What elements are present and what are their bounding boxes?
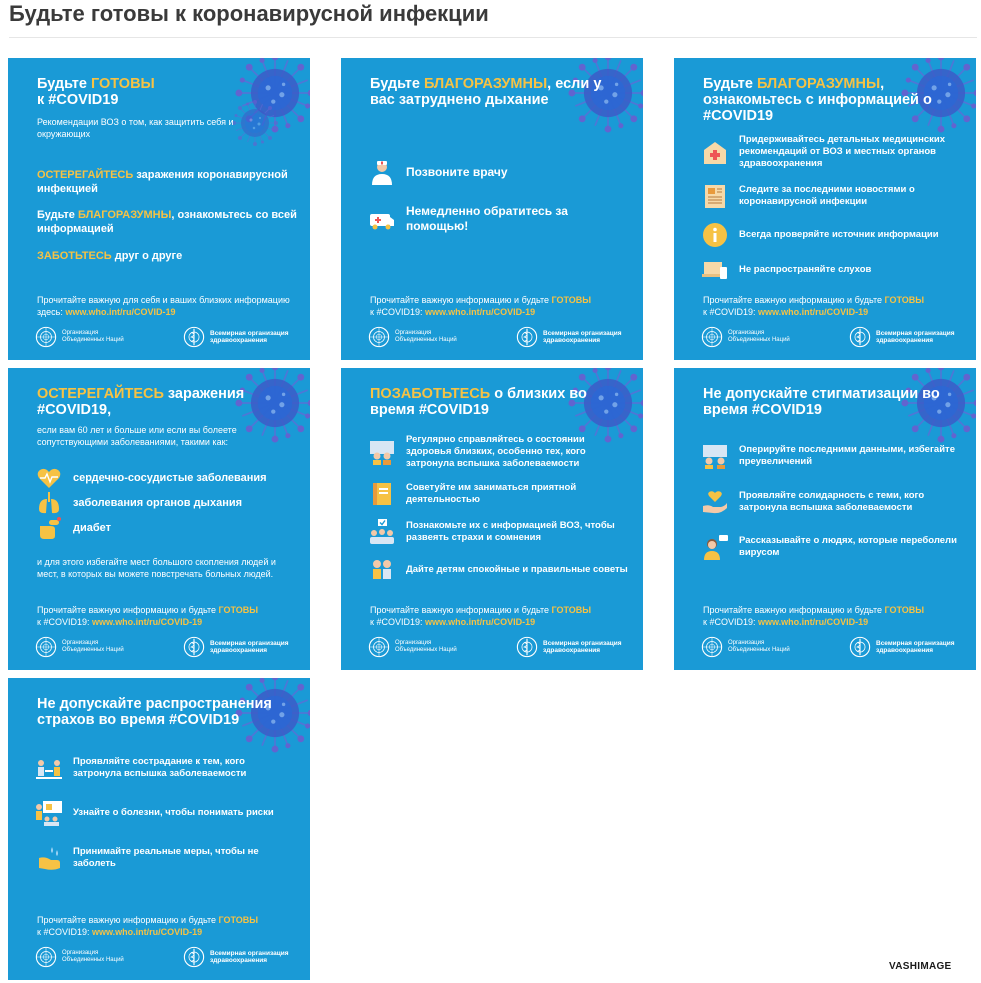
- lecture-icon: [35, 799, 63, 827]
- list-item: сердечно-сосудистые заболевания: [35, 464, 295, 492]
- card-note: и для этого избегайте мест большого скопления людей и мест, в которых вы можете повстречать больных людей.: [37, 557, 276, 579]
- card-point: ОСТЕРЕГАЙТЕСЬ заражения коронавирусной инфекцией: [37, 169, 288, 195]
- list-item: Регулярно справляйтесь о состоянии здоровья близких, особенно тех, кого затронула вспышка заболеваемости: [368, 434, 628, 470]
- list-item: диабет: [35, 514, 295, 542]
- card-title: Будьте БЛАГОРАЗУМНЫ, ознакомьтесь с информацией о #COVID19: [703, 76, 932, 124]
- handwash-icon: [35, 844, 63, 872]
- info-icon: [701, 221, 729, 249]
- who-link[interactable]: www.who.int/ru/COVID-19: [91, 927, 203, 937]
- who-logo: Всемирная организация здравоохранения: [516, 636, 621, 658]
- card-beware-risk-groups: [8, 368, 310, 670]
- who-link[interactable]: www.who.int/ru/COVID-19: [65, 307, 176, 317]
- card-footer: Прочитайте важную для себя и ваших близких информацию здесь: www.who.int/ru/COVID-19: [37, 295, 290, 317]
- card-title: Будьте БЛАГОРАЗУМНЫ, если у вас затруднено дыхание: [370, 76, 602, 108]
- who-emblem-icon: [516, 636, 538, 658]
- un-logo: Организация Объединенных Наций: [701, 636, 790, 658]
- card-no-stigma: [674, 368, 976, 670]
- list-item: Принимайте реальные меры, чтобы не заболеть: [35, 844, 295, 872]
- list-item: Немедленно обратитесь за помощью!: [368, 204, 628, 234]
- list-item: Рассказывайте о людях, которые переболели вирусом: [701, 533, 961, 561]
- logos: [35, 636, 295, 660]
- un-emblem-icon: [35, 636, 57, 658]
- card-be-sensible-breathing: [341, 58, 643, 360]
- card-title: ПОЗАБОТЬТЕСЬ о близких во время #COVID19: [370, 386, 587, 418]
- who-emblem-icon: [849, 326, 871, 348]
- who-link[interactable]: www.who.int/ru/COVID-19: [757, 617, 869, 627]
- card-footer: Прочитайте важную информацию и будьте ГОТОВЫ к #COVID19: www.who.int/ru/COVID-19: [37, 605, 259, 627]
- who-emblem-icon: [183, 326, 205, 348]
- who-logo: Всемирная организация здравоохранения: [183, 326, 288, 348]
- un-emblem-icon: [701, 326, 723, 348]
- family-icon: [368, 438, 396, 466]
- un-logo: Организация Объединенных Наций: [35, 326, 124, 348]
- un-emblem-icon: [701, 636, 723, 658]
- logos: [701, 326, 961, 350]
- card-footer: Прочитайте важную информацию и будьте ГОТОВЫ к #COVID19: www.who.int/ru/COVID-19: [370, 605, 592, 627]
- who-logo: Всемирная организация здравоохранения: [183, 946, 288, 968]
- list-item: Следите за последними новостями о коронавирусной инфекции: [701, 182, 961, 210]
- ambulance-icon: [368, 205, 396, 233]
- card-care-for-loved-ones: [341, 368, 643, 670]
- list-item: Дайте детям спокойные и правильные советы: [368, 556, 628, 584]
- list-item: Советуйте им заниматься приятной деятельностью: [368, 480, 628, 508]
- logos: [368, 326, 628, 350]
- card-no-fear-spread: [8, 678, 310, 980]
- list-item: Оперируйте последними данными, избегайте преувеличений: [701, 442, 961, 470]
- list-item: заболевания органов дыхания: [35, 489, 295, 517]
- list-item: Всегда проверяйте источник информации: [701, 221, 961, 249]
- logos: [35, 326, 295, 350]
- who-emblem-icon: [183, 636, 205, 658]
- who-logo: Всемирная организация здравоохранения: [849, 636, 954, 658]
- who-logo: Всемирная организация здравоохранения: [849, 326, 954, 348]
- list-item: Познакомьте их с информацией ВОЗ, чтобы развеять страхи и сомнения: [368, 518, 628, 546]
- newspaper-icon: [701, 182, 729, 210]
- who-logo: Всемирная организация здравоохранения: [516, 326, 621, 348]
- card-title: Не допускайте распространения страхов во время #COVID19: [37, 696, 272, 728]
- talk-icon: [35, 754, 63, 782]
- list-item: Не распространяйте слухов: [701, 256, 961, 284]
- who-link[interactable]: www.who.int/ru/COVID-19: [757, 307, 869, 317]
- card-be-sensible-info: [674, 58, 976, 360]
- un-logo: Организация Объединенных Наций: [35, 946, 124, 968]
- lungs-icon: [35, 489, 63, 517]
- un-emblem-icon: [368, 326, 390, 348]
- who-emblem-icon: [183, 946, 205, 968]
- un-emblem-icon: [35, 946, 57, 968]
- card-footer: Прочитайте важную информацию и будьте ГОТОВЫ к #COVID19: www.who.int/ru/COVID-19: [370, 295, 592, 317]
- logos: [368, 636, 628, 660]
- hospital-icon: [701, 138, 729, 166]
- who-link[interactable]: www.who.int/ru/COVID-19: [91, 617, 203, 627]
- children-icon: [368, 556, 396, 584]
- page-title: Будьте готовы к коронавирусной инфекции: [9, 1, 489, 26]
- devices-icon: [701, 256, 729, 284]
- people-check-icon: [368, 518, 396, 546]
- card-title: Будьте ГОТОВЫ к #COVID19: [37, 76, 155, 108]
- un-emblem-icon: [368, 636, 390, 658]
- un-logo: Организация Объединенных Наций: [35, 636, 124, 658]
- card-point: Будьте БЛАГОРАЗУМНЫ, ознакомьтесь со всей информацией: [37, 209, 297, 235]
- title-divider: [9, 37, 977, 38]
- card-footer: Прочитайте важную информацию и будьте ГОТОВЫ к #COVID19: www.who.int/ru/COVID-19: [37, 915, 259, 937]
- logos: [35, 946, 295, 970]
- un-logo: Организация Объединенных Наций: [368, 326, 457, 348]
- un-logo: Организация Объединенных Наций: [701, 326, 790, 348]
- speaker-icon: [701, 533, 729, 561]
- card-footer: Прочитайте важную информацию и будьте ГОТОВЫ к #COVID19: www.who.int/ru/COVID-19: [703, 605, 925, 627]
- hand-heart-icon: [701, 488, 729, 516]
- list-item: Позвоните врачу: [368, 158, 628, 186]
- card-subtitle: если вам 60 лет и больше или если вы болеете сопутствующими заболеваниями, такими как:: [37, 425, 237, 447]
- finger-icon: [35, 514, 63, 542]
- list-item: Проявляйте сострадание к тем, кого затронула вспышка заболеваемости: [35, 754, 295, 782]
- card-footer: Прочитайте важную информацию и будьте ГОТОВЫ к #COVID19: www.who.int/ru/COVID-19: [703, 295, 925, 317]
- who-emblem-icon: [849, 636, 871, 658]
- un-logo: Организация Объединенных Наций: [368, 636, 457, 658]
- list-item: Придерживайтесь детальных медицинских рекомендаций от ВОЗ и местных органов здравоохранения: [701, 134, 961, 170]
- card-point: ЗАБОТЬТЕСЬ друг о друге: [37, 250, 183, 262]
- list-item: Проявляйте солидарность с теми, кого затронула вспышка заболеваемости: [701, 488, 961, 516]
- who-logo: Всемирная организация здравоохранения: [183, 636, 288, 658]
- who-link[interactable]: www.who.int/ru/COVID-19: [424, 617, 536, 627]
- who-emblem-icon: [516, 326, 538, 348]
- card-be-ready: [8, 58, 310, 360]
- watermark: VASHIMAGE: [889, 961, 952, 972]
- card-title: Не допускайте стигматизации во время #COVID19: [703, 386, 940, 418]
- doctor-icon: [368, 158, 396, 186]
- who-link[interactable]: www.who.int/ru/COVID-19: [424, 307, 536, 317]
- data-icon: [701, 442, 729, 470]
- un-emblem-icon: [35, 326, 57, 348]
- book-icon: [368, 480, 396, 508]
- list-item: Узнайте о болезни, чтобы понимать риски: [35, 799, 295, 827]
- heart-icon: [35, 464, 63, 492]
- card-title: ОСТЕРЕГАЙТЕСЬ заражения #COVID19,: [37, 386, 245, 418]
- card-subtitle: Рекомендации ВОЗ о том, как защитить себя и окружающих: [37, 117, 234, 139]
- logos: [701, 636, 961, 660]
